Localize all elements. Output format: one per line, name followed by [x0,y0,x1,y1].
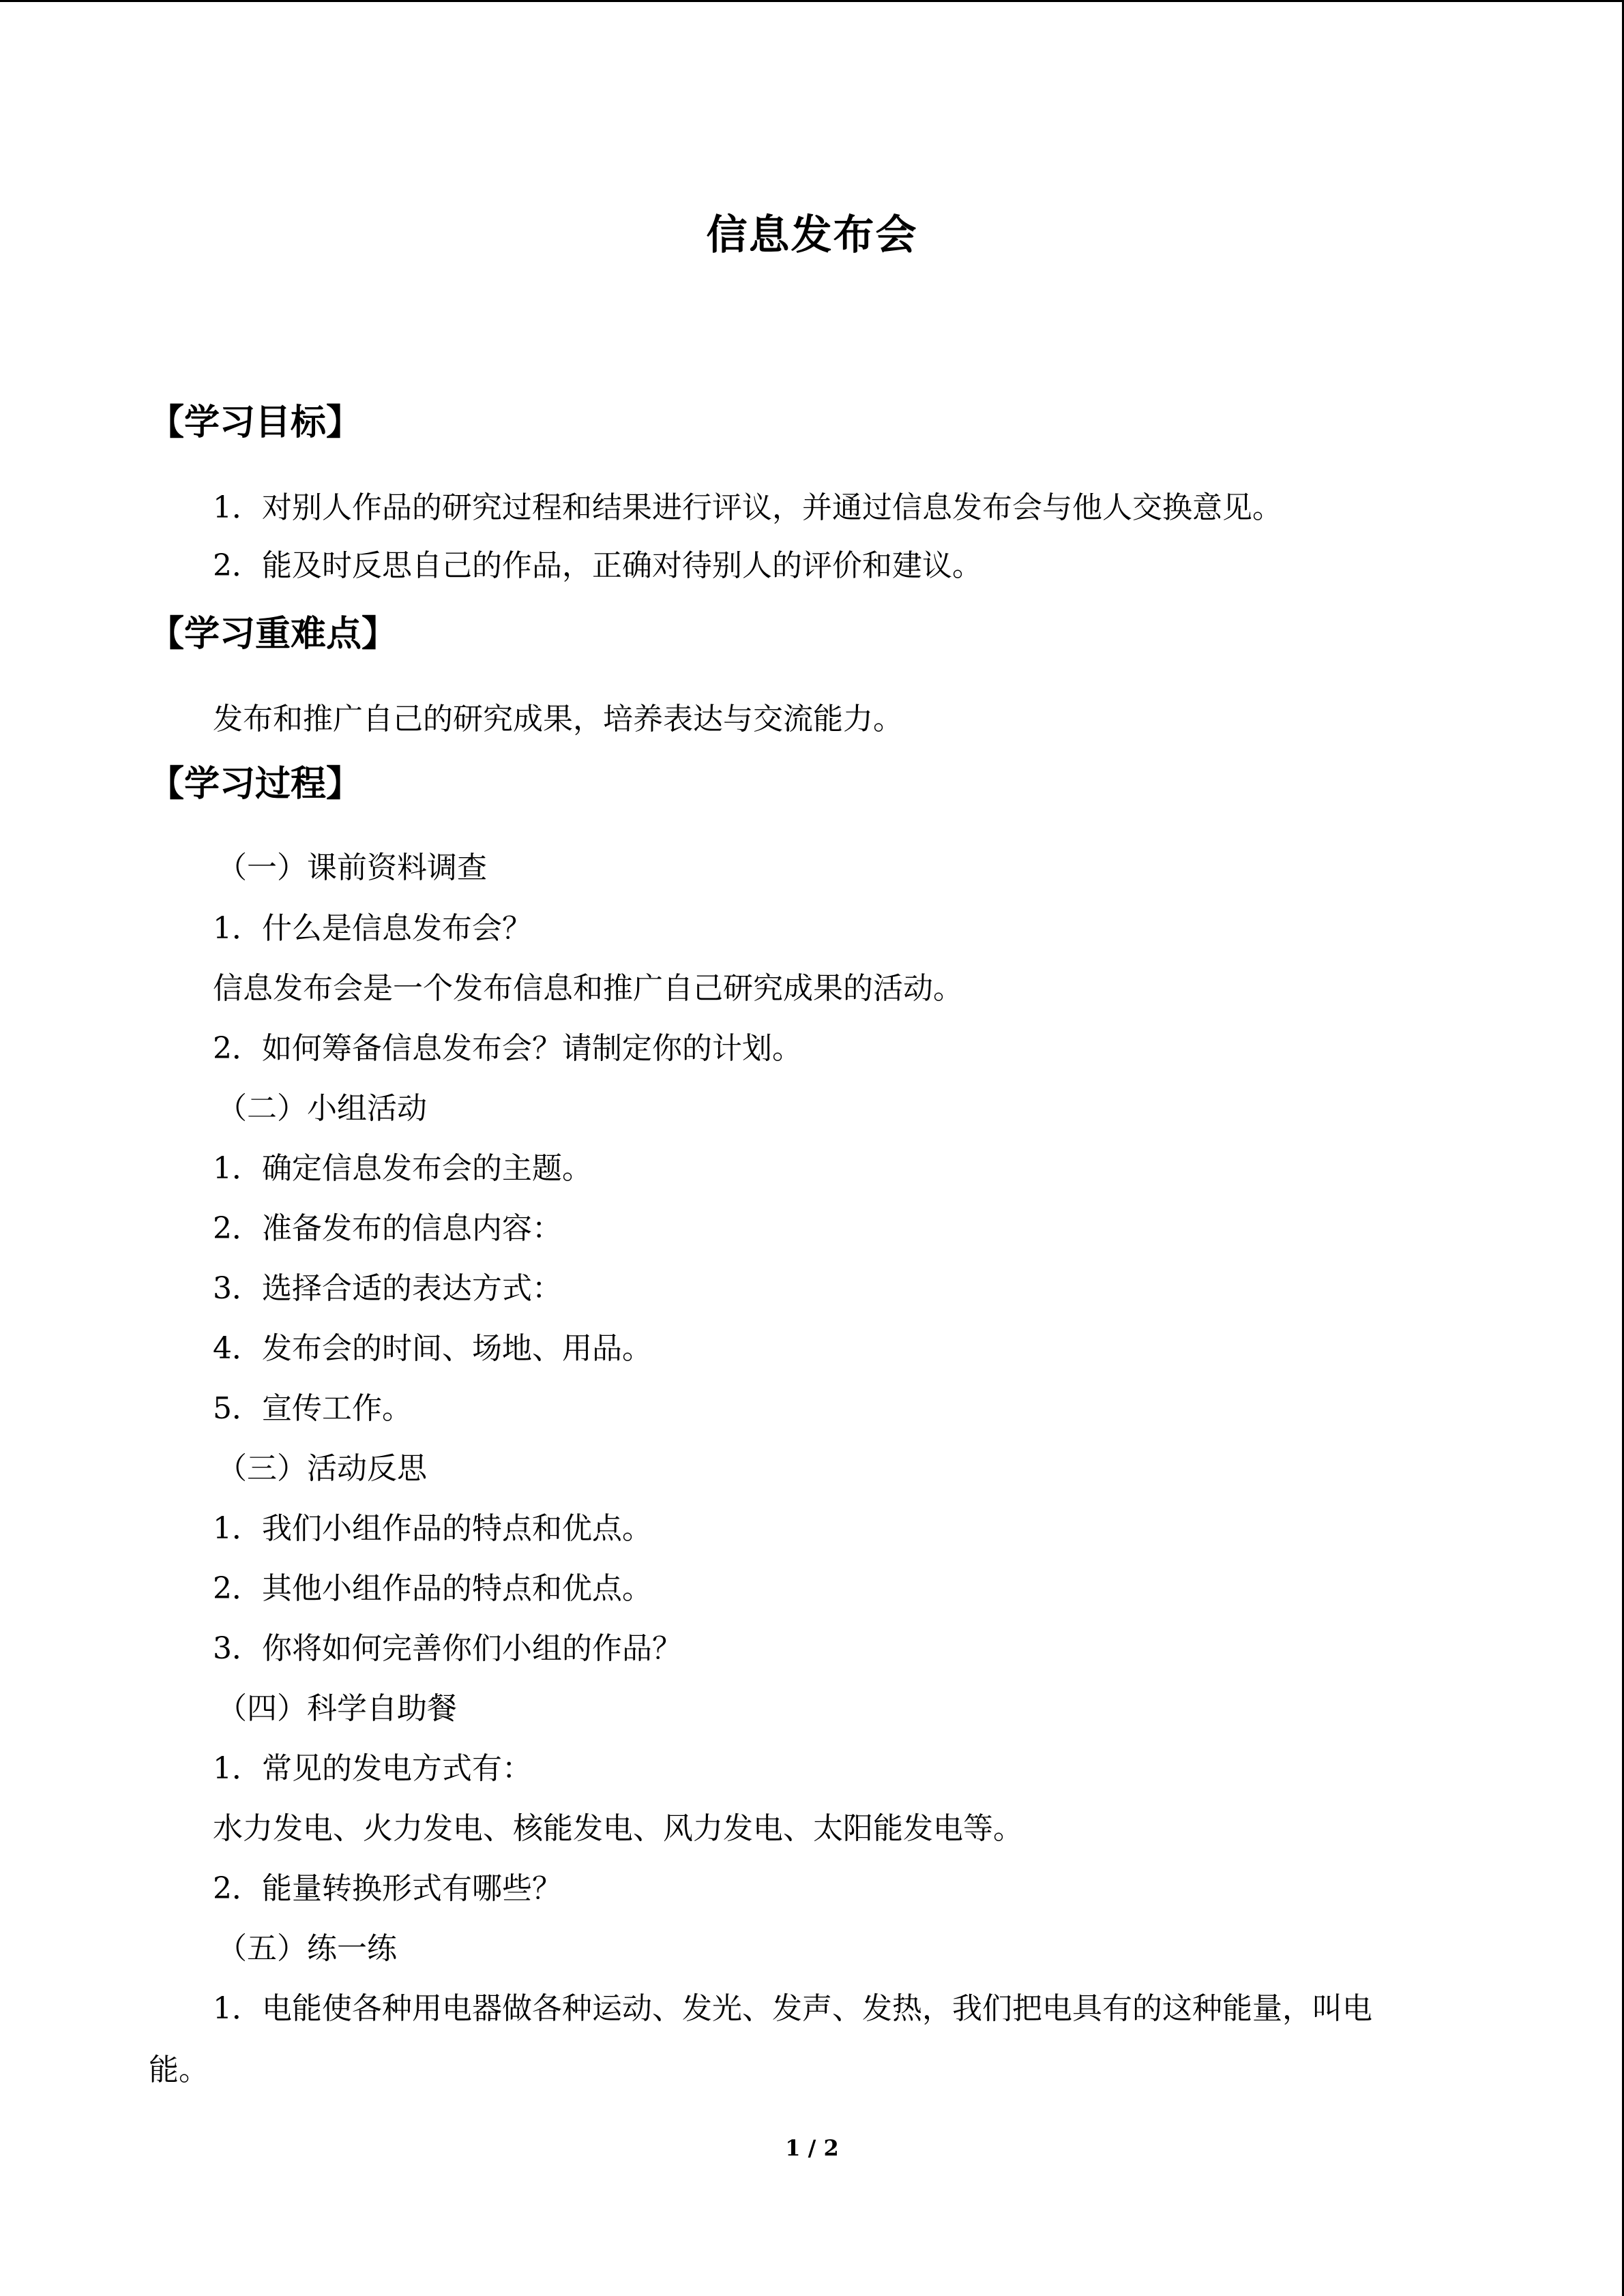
part3-title: （三）活动反思 [217,1451,427,1486]
part1-item-2: 信息发布会是一个发布信息和推广自己研究成果的活动。 [213,971,963,1006]
part5-item-1-line1: 1．电能使各种用电器做各种运动、发光、发声、发热，我们把电具有的这种能量，叫电 [213,1991,1372,2026]
part2-title: （二）小组活动 [217,1091,427,1126]
part2-item-3: 3．选择合适的表达方式： [213,1271,562,1306]
goal-item-2: 2．能及时反思自己的作品，正确对待别人的评价和建议。 [213,548,982,583]
part4-item-2: 水力发电、火力发电、核能发电、风力发电、太阳能发电等。 [213,1811,1023,1846]
part4-item-1: 1．常见的发电方式有： [213,1751,532,1786]
part2-item-1: 1．确定信息发布会的主题。 [213,1151,592,1186]
part1-item-3: 2．如何筹备信息发布会？请制定你的计划。 [213,1031,802,1066]
key-points-text: 发布和推广自己的研究成果，培养表达与交流能力。 [213,702,903,736]
part1-title: （一）课前资料调查 [217,850,487,885]
section-heading-process: 【学习过程】 [149,764,362,805]
part2-item-4: 4．发布会的时间、场地、用品。 [213,1331,652,1366]
part5-item-1-line2: 能。 [149,2053,209,2087]
part3-item-1: 1．我们小组作品的特点和优点。 [213,1511,652,1546]
section-heading-key-points: 【学习重难点】 [149,614,398,655]
part2-item-2: 2．准备发布的信息内容： [213,1211,562,1246]
part4-title: （四）科学自助餐 [217,1691,457,1726]
document-title: 信息发布会 [706,211,918,259]
goal-item-1: 1．对别人作品的研究过程和结果进行评议，并通过信息发布会与他人交换意见。 [213,490,1282,525]
part2-item-5: 5．宣传工作。 [213,1391,412,1426]
part3-item-3: 3．你将如何完善你们小组的作品？ [213,1631,682,1666]
part1-item-1: 1．什么是信息发布会？ [213,911,532,946]
section-heading-goals: 【学习目标】 [149,402,362,443]
part5-title: （五）练一练 [217,1931,397,1966]
page-number: 1 / 2 [785,2135,839,2161]
part3-item-2: 2．其他小组作品的特点和优点。 [213,1571,652,1606]
part4-item-3: 2．能量转换形式有哪些？ [213,1871,562,1906]
